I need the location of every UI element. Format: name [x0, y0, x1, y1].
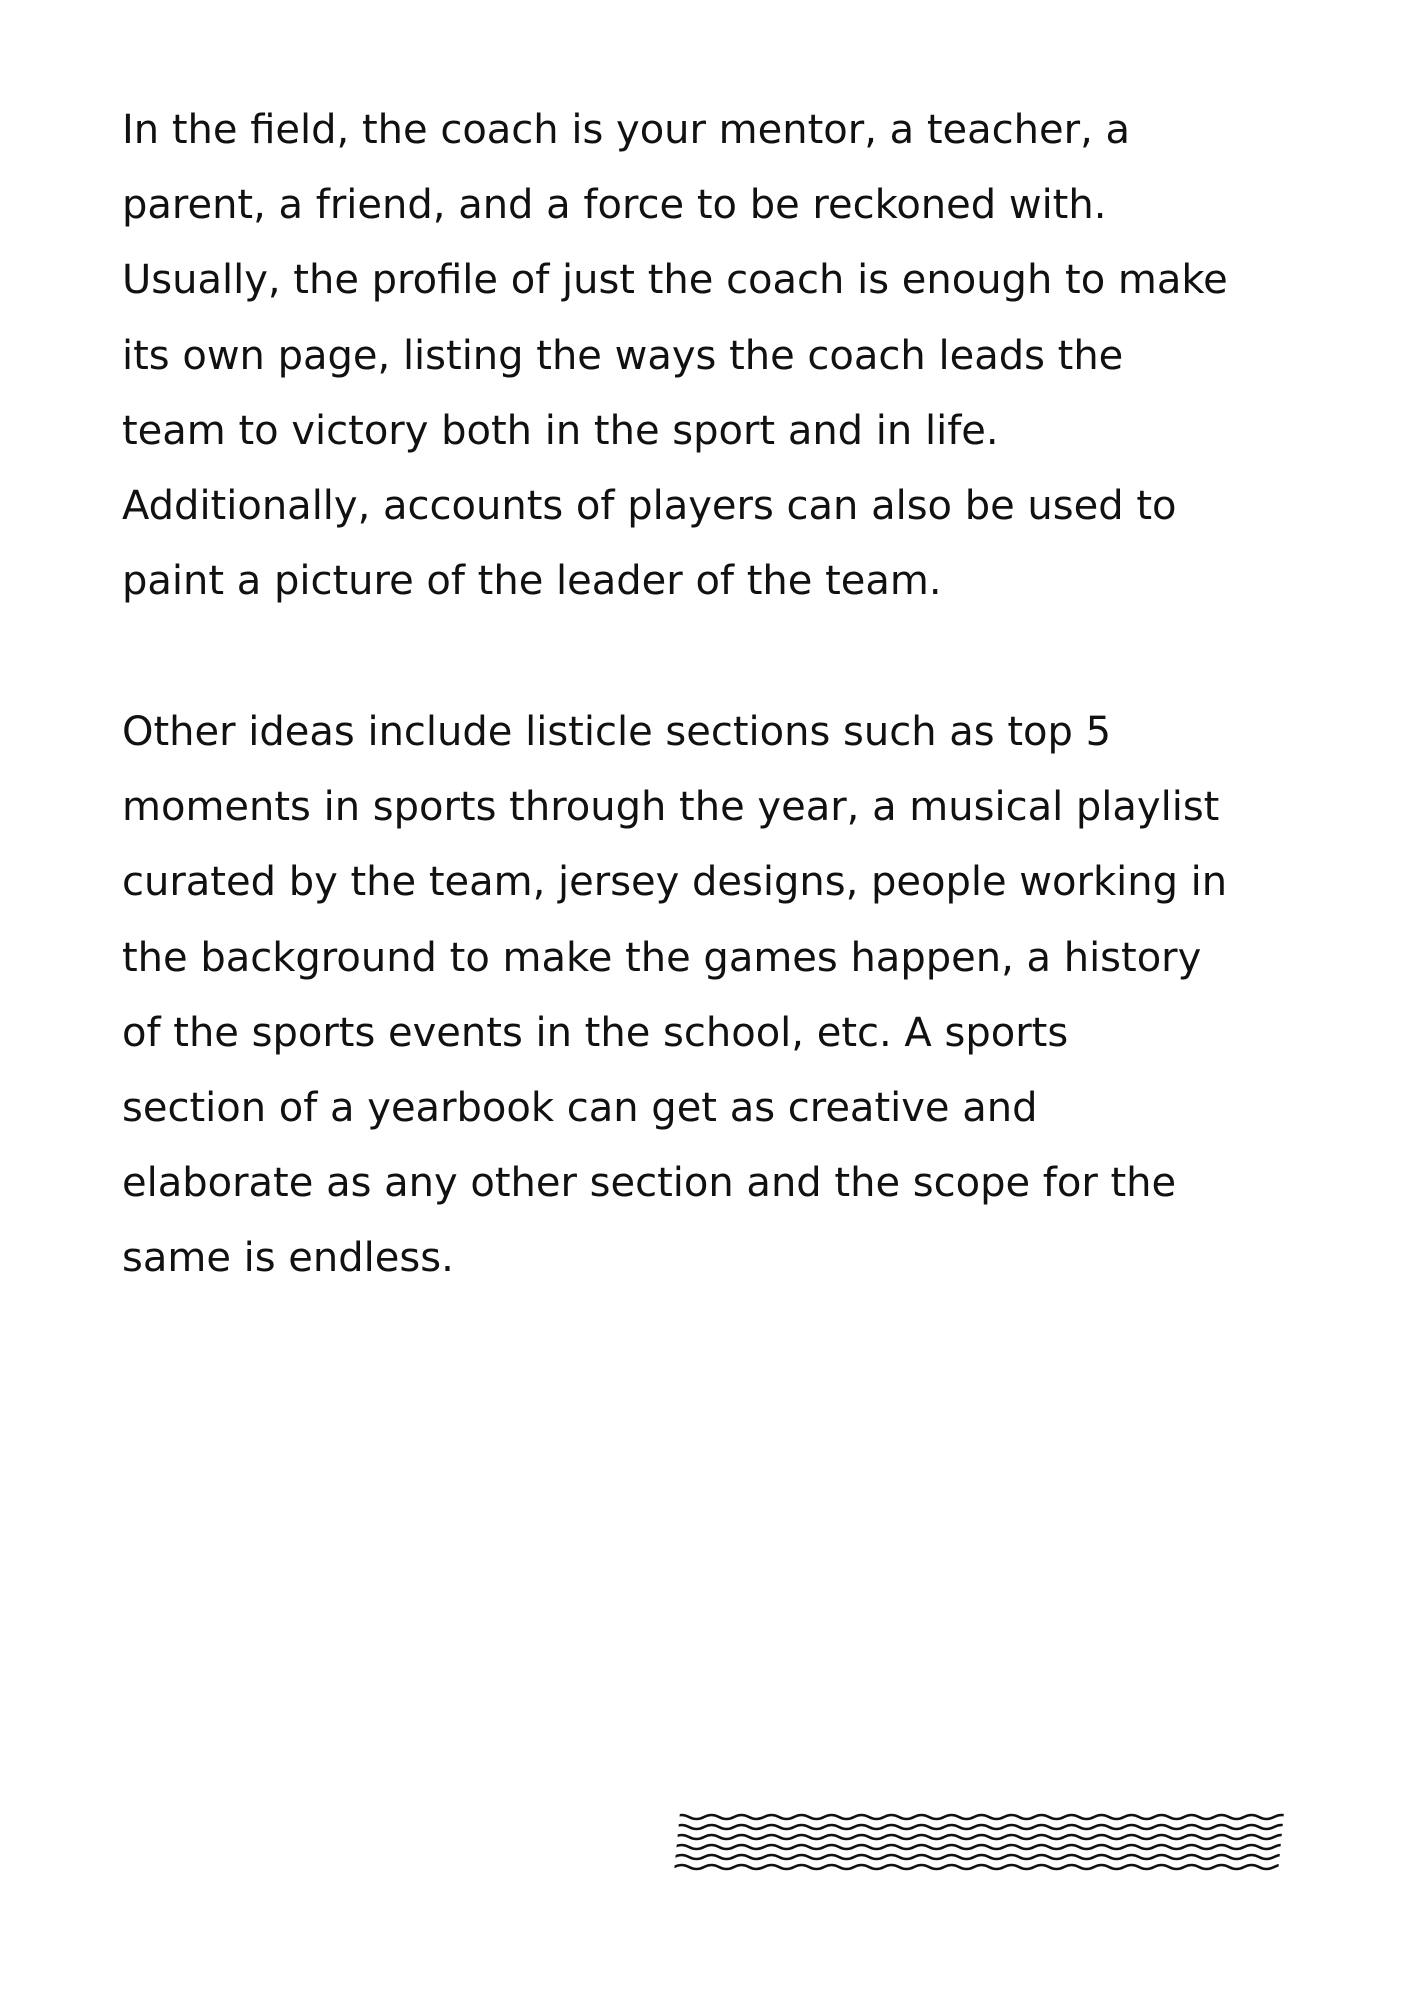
wave-line [674, 1845, 1284, 1849]
text-line: elaborate as any other section and the scope for the [122, 1160, 1177, 1207]
wave-line [674, 1835, 1284, 1839]
text-line: curated by the team, jersey designs, people working in [122, 859, 1228, 906]
wave-line [674, 1865, 1284, 1869]
body-paragraph-coach [122, 93, 1228, 619]
text-line: Usually, the profile of just the coach is enough to make [122, 257, 1228, 304]
text-line: Other ideas include listicle sections such as top 5 [122, 709, 1112, 755]
wave-pattern-icon [674, 1812, 1284, 1872]
text-line: paint a picture of the leader of the team. [122, 558, 942, 605]
text-line: Additionally, accounts of players can also be used to [122, 483, 1177, 530]
text-line: section of a yearbook can get as creative and [122, 1085, 1038, 1132]
wave-line [674, 1815, 1284, 1819]
text-line: team to victory both in the sport and in life. [122, 407, 999, 454]
text-line: parent, a friend, and a force to be reckoned with. [122, 182, 1107, 229]
text-line: its own page, listing the ways the coach leads the [122, 332, 1124, 379]
text-line: In the field, the coach is your mentor, a teacher, a [122, 107, 1131, 153]
text-line: the background to make the games happen, a history [122, 934, 1202, 981]
body-paragraph-other-ideas [122, 695, 1227, 1297]
wave-line [674, 1855, 1284, 1859]
wave-line [674, 1825, 1284, 1829]
text-line: moments in sports through the year, a musical playlist [122, 784, 1220, 831]
text-line: same is endless. [122, 1235, 454, 1282]
text-line: of the sports events in the school, etc. A sports [122, 1009, 1069, 1056]
